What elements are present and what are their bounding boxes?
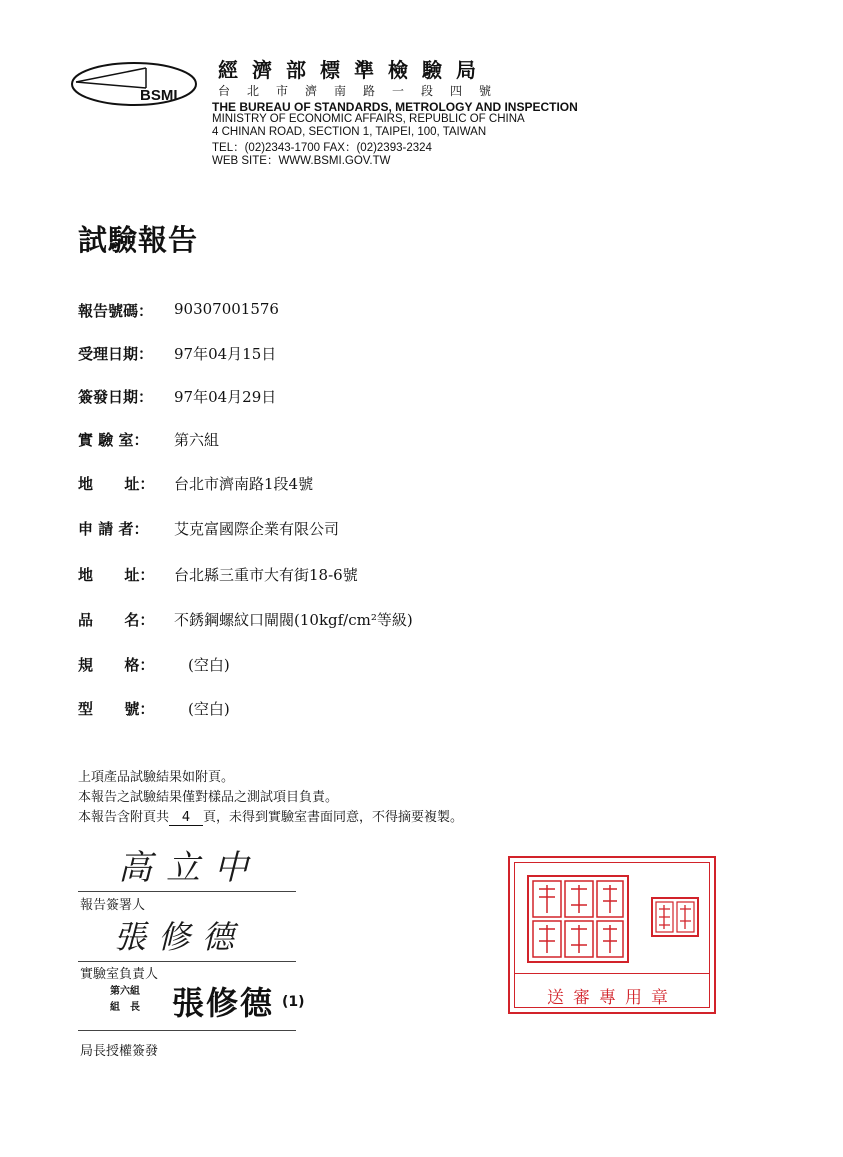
received-date-value: 97年04月15日 — [174, 345, 277, 363]
specification-label: 規 格： — [78, 656, 155, 674]
signature-3-name: 張修德 — [172, 984, 275, 1022]
signature-3-title-top: 第六組 — [110, 986, 140, 997]
report-number-value: 90307001576 — [174, 300, 279, 318]
org-name-en: THE BUREAU OF STANDARDS, METROLOGY AND INSPECTION — [212, 100, 578, 114]
lab-address-value: 台北市濟南路1段4號 — [174, 475, 314, 493]
address-zh: 台北市濟南路一段四號 — [218, 84, 509, 98]
product-name-value: 不銹鋼螺紋口閘閥(10kgf/cm²等級) — [174, 611, 413, 629]
review-stamp-divider — [515, 973, 709, 974]
signature-3-title-bottom: 組 長 — [110, 1002, 140, 1013]
note-line-3 — [78, 806, 463, 826]
review-stamp — [508, 856, 716, 1014]
applicant-address-label: 地 址： — [78, 566, 155, 584]
note-line-3-prefix: 本報告含附頁共 — [78, 810, 170, 825]
signature-3-title — [110, 984, 140, 1016]
review-stamp-inner-border — [514, 862, 710, 1008]
report-number-label: 報告號碼： — [78, 302, 154, 320]
issue-date-label: 簽發日期： — [78, 388, 154, 406]
org-name-zh: 經濟部標準檢驗局 — [218, 58, 490, 82]
product-name-label: 品 名： — [78, 611, 155, 629]
lab-address-label: 地 址： — [78, 475, 155, 493]
bsmi-logo — [68, 58, 210, 108]
signature-2-caption: 實驗室負責人 — [80, 967, 159, 982]
note-line-3-suffix: 頁，未得到實驗室書面同意，不得摘要複製。 — [203, 810, 464, 825]
signature-2: 張修德 — [114, 918, 247, 956]
ministry-en: MINISTRY OF ECONOMIC AFFAIRS, REPUBLIC OF CHINA — [212, 113, 525, 125]
bsmi-logo-text: BSMI — [140, 87, 178, 104]
seal-small-icon — [651, 897, 699, 937]
signature-2-line — [78, 961, 296, 962]
report-title: 試驗報告 — [78, 223, 199, 257]
model-label: 型 號： — [78, 700, 155, 718]
specification-value: (空白) — [188, 656, 230, 674]
model-value: (空白) — [188, 700, 230, 718]
note-line-2: 本報告之試驗結果僅對樣品之測試項目負責。 — [78, 790, 339, 805]
signature-3-suffix: (1) — [282, 994, 305, 1010]
applicant-label: 申 請 者： — [78, 520, 149, 538]
signature-1-caption: 報告簽署人 — [80, 898, 146, 913]
signature-3-caption: 局長授權簽發 — [80, 1044, 159, 1059]
applicant-address-value: 台北縣三重市大有街18-6號 — [174, 566, 358, 584]
signature-3-line — [78, 1030, 296, 1031]
tel-fax: TEL：(02)2343-1700 FAX：(02)2393-2324 — [212, 142, 432, 154]
signature-1-line — [78, 891, 296, 892]
signature-1: 高立中 — [118, 848, 262, 888]
address-en: 4 CHINAN ROAD, SECTION 1, TAIPEI, 100, TAIWAN — [212, 126, 487, 138]
seal-large-icon — [527, 875, 629, 963]
website: WEB SITE：WWW.BSMI.GOV.TW — [212, 155, 391, 167]
note-line-1: 上項產品試驗結果如附頁。 — [78, 770, 235, 785]
issue-date-value: 97年04月29日 — [174, 388, 277, 406]
applicant-value: 艾克富國際企業有限公司 — [174, 520, 340, 538]
laboratory-label: 實 驗 室： — [78, 431, 149, 449]
page-count: 4 — [169, 811, 203, 826]
received-date-label: 受理日期： — [78, 345, 154, 363]
review-stamp-text: 送審專用章 — [547, 988, 677, 1008]
laboratory-value: 第六組 — [174, 431, 220, 449]
